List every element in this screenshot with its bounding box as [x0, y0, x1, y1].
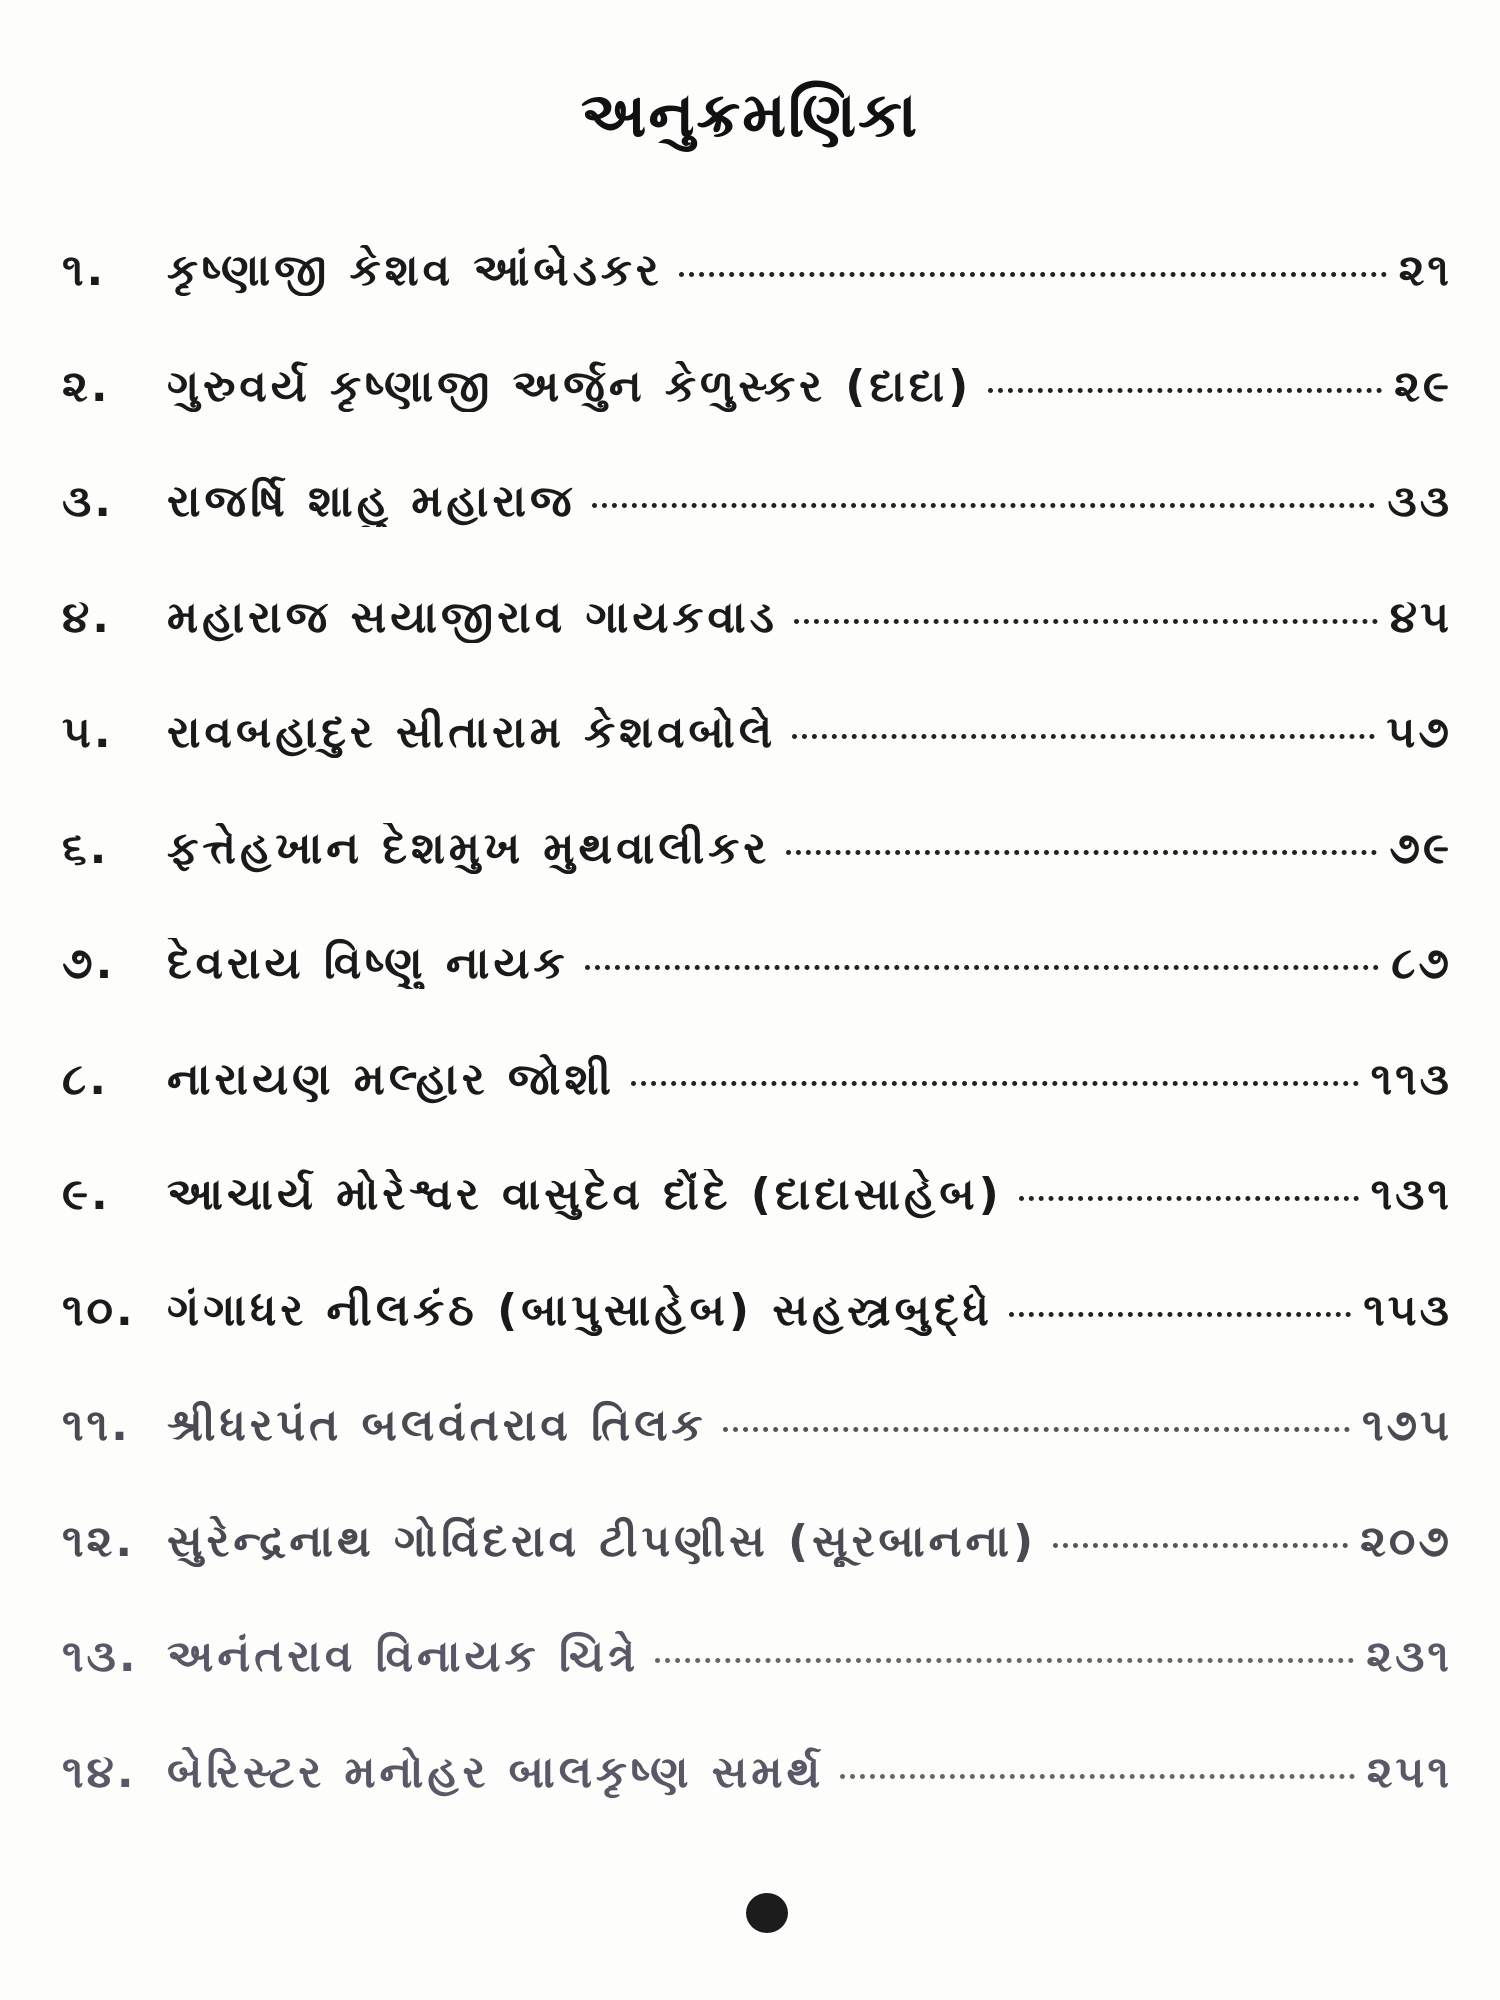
toc-entry — [62, 592, 1452, 708]
toc-entry-page: ૨૦૭ — [1360, 1515, 1452, 1567]
toc-entry — [62, 707, 1452, 823]
toc-entry-name: નારાયણ મલ્હાર જોશી — [167, 1053, 616, 1105]
toc-entry — [62, 1516, 1452, 1632]
toc-entry-name: રાવબહાદુર સીતારામ કેશવબોલે — [167, 707, 777, 758]
toc-entry-page: ૭૯ — [1389, 822, 1452, 874]
toc-entry — [62, 361, 1452, 477]
toc-entry-page: ૮૭ — [1391, 938, 1452, 989]
toc-entry-name: ગંગાધર નીલકંઠ (બાપુસાહેબ) સહસ્ત્રબુદ્ધે — [167, 1284, 993, 1336]
toc-entry-page: ૧૩૧ — [1370, 1169, 1452, 1220]
dot-leader — [679, 272, 1387, 277]
toc-entry-page: ૧૭૫ — [1361, 1400, 1452, 1451]
toc-entry-name: અનંતરાવ વિનાયક ચિત્રે — [167, 1631, 640, 1682]
toc-entry-page: ૨૫૧ — [1366, 1746, 1452, 1798]
toc-entry-number: ૧૩. — [62, 1631, 139, 1682]
toc-entry — [62, 823, 1452, 939]
toc-entry-number: ૮. — [62, 1053, 109, 1105]
dot-leader — [792, 734, 1374, 739]
toc-entry-number: ૧૪. — [62, 1746, 137, 1798]
toc-entry — [62, 1285, 1452, 1401]
toc-entry-name: ફત્તેહખાન દેશમુખ મુથવાલીકર — [167, 822, 771, 874]
dot-leader — [655, 1658, 1354, 1663]
toc-entry — [62, 1631, 1452, 1747]
dot-leader — [631, 1081, 1359, 1086]
dot-leader — [840, 1774, 1354, 1779]
toc-entry-name: બેરિસ્ટર મનોહર બાલકૃષ્ણ સમર્થ — [167, 1746, 825, 1798]
dot-leader — [1009, 1312, 1351, 1317]
page-title: અનુક્રમણિકા — [580, 78, 920, 151]
toc-entry-number: ૫. — [62, 707, 114, 758]
toc-entry-name: રાજર્ષિ શાહુ મહારાજ — [167, 476, 576, 527]
toc-entry-name: મહારાજ સયાજીરાવ ગાયકવાડ — [167, 591, 778, 643]
toc-entry — [62, 1400, 1452, 1516]
toc-entry-name: દેવરાય વિષ્ણુ નાયક — [167, 938, 569, 989]
toc-entry-page: ૪૫ — [1389, 591, 1452, 643]
toc-entry-name: સુરેન્દ્રનાથ ગોવિંદરાવ ટીપણીસ (સૂરબાનના) — [167, 1515, 1038, 1567]
dot-leader — [592, 503, 1376, 508]
toc-entry-number: ૨. — [62, 360, 111, 412]
dot-leader — [794, 619, 1378, 624]
dot-leader — [786, 850, 1377, 855]
toc-entry-page: ૩૩ — [1387, 476, 1452, 527]
dot-leader — [1053, 1543, 1348, 1548]
toc-entry-page: ૧૫૩ — [1363, 1284, 1452, 1336]
toc-entry — [62, 476, 1452, 592]
toc-entry-number: ૪. — [62, 591, 112, 643]
toc-entry — [62, 245, 1452, 361]
table-of-contents — [62, 245, 1452, 1862]
toc-entry-number: ૧૧. — [62, 1400, 131, 1451]
toc-entry-number: ૧૨. — [62, 1515, 136, 1567]
toc-entry-name: શ્રીધરપંત બલવંતરાવ તિલક — [167, 1400, 707, 1451]
toc-entry-number: ૧૦. — [62, 1284, 136, 1336]
toc-entry-page: ૨૩૧ — [1366, 1631, 1452, 1682]
dot-leader — [988, 388, 1382, 393]
toc-entry — [62, 1747, 1452, 1863]
toc-entry-number: ૩. — [62, 476, 115, 527]
dot-leader — [585, 965, 1380, 970]
toc-entry — [62, 938, 1452, 1054]
toc-entry-page: ૫૭ — [1386, 707, 1452, 758]
toc-entry-number: ૬. — [62, 822, 110, 874]
page-marker-dot — [746, 1893, 788, 1933]
toc-entry-number: ૧. — [62, 245, 107, 296]
dot-leader — [723, 1427, 1350, 1432]
dot-leader — [1019, 1196, 1359, 1201]
toc-entry-number: ૯. — [62, 1169, 111, 1220]
toc-entry — [62, 1169, 1452, 1285]
toc-entry-page: ૨૧ — [1398, 245, 1452, 296]
toc-entry-page: ૧૧૩ — [1370, 1053, 1452, 1105]
toc-entry-page: ૨૯ — [1394, 360, 1452, 412]
toc-entry-name: આચાર્ય મોરેશ્વર વાસુદેવ દોંદે (દાદાસાહેબ) — [167, 1169, 1003, 1220]
toc-entry-name: કૃષ્ણાજી કેશવ આંબેડકર — [167, 245, 663, 296]
toc-entry — [62, 1054, 1452, 1170]
toc-entry-number: ૭. — [62, 938, 116, 989]
toc-entry-name: ગુરુવર્ય કૃષ્ણાજી અર્જુન કેળુસ્કર (દાદા) — [167, 360, 973, 412]
